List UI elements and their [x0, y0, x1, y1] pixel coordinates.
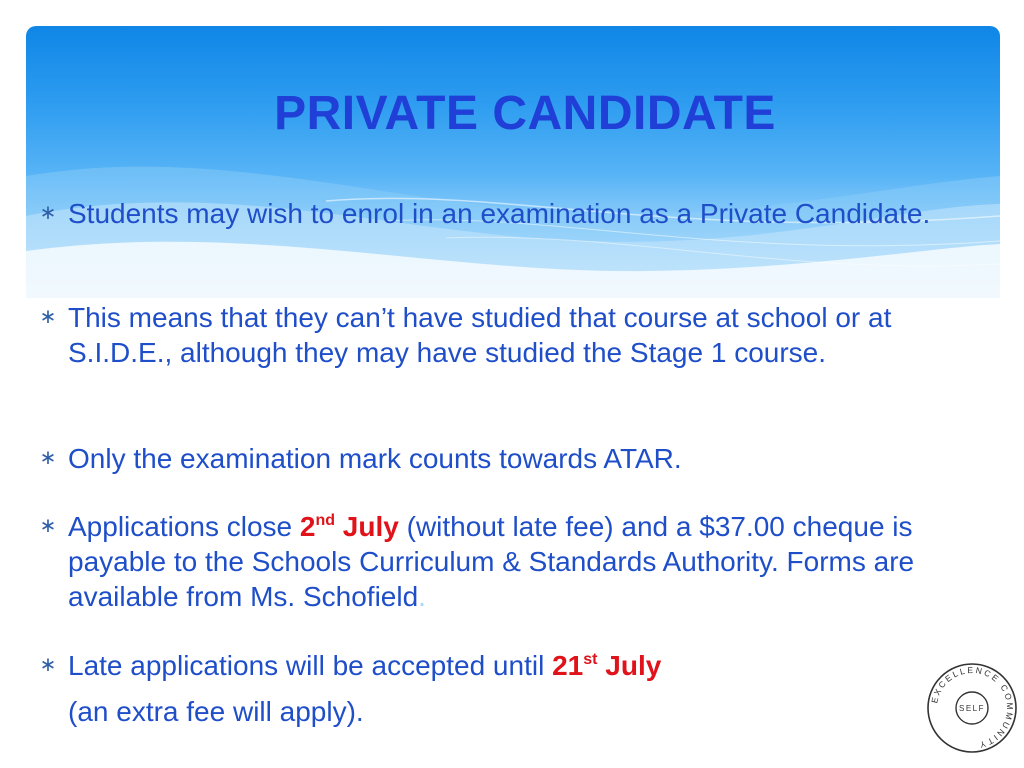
school-values-badge	[924, 660, 1020, 756]
bullet-text	[68, 648, 1000, 683]
late-date-suffix: st	[583, 651, 598, 668]
bullet-text	[68, 509, 1000, 614]
values-seal-logo	[924, 660, 1020, 756]
closing-date-month: July	[335, 511, 399, 542]
bullet-icon: ∗	[39, 200, 57, 224]
bullet-text: This means that they can’t have studied that course at school or at S.I.D.E., although they may have studied the Stage 1 course.	[68, 302, 892, 368]
bullet-icon: ∗	[39, 304, 57, 328]
bullet-text-part: (without late fee) and a $37.00 cheque is payable to the Schools Curriculum & Standards Authority. Forms are available from Ms. Schofield	[68, 511, 915, 612]
closing-date-suffix: nd	[315, 512, 336, 529]
trailing-period: .	[418, 581, 426, 612]
bullet-continuation: (an extra fee will apply).	[68, 696, 364, 727]
badge-ring-text: EXCELLENCE COMMUNITY	[929, 664, 1016, 751]
bullet-text-part: Late applications will be accepted until	[68, 650, 553, 681]
late-date-month: July	[597, 650, 662, 681]
closing-date-day: 2	[299, 511, 316, 542]
closing-date	[300, 511, 399, 542]
late-date	[552, 650, 661, 681]
bullet-text: Students may wish to enrol in an examination as a Private Candidate.	[68, 198, 931, 229]
late-date-day: 21	[552, 650, 584, 681]
bullet-text: Only the examination mark counts towards ATAR.	[68, 443, 682, 474]
bullet-icon: ∗	[39, 652, 57, 676]
badge-center-text: SELF	[958, 704, 986, 713]
bullet-icon: ∗	[39, 445, 57, 469]
slide-title: PRIVATE CANDIDATE	[274, 87, 776, 140]
bullet-icon: ∗	[39, 513, 57, 537]
bullet-text-part: Applications close	[68, 511, 300, 542]
